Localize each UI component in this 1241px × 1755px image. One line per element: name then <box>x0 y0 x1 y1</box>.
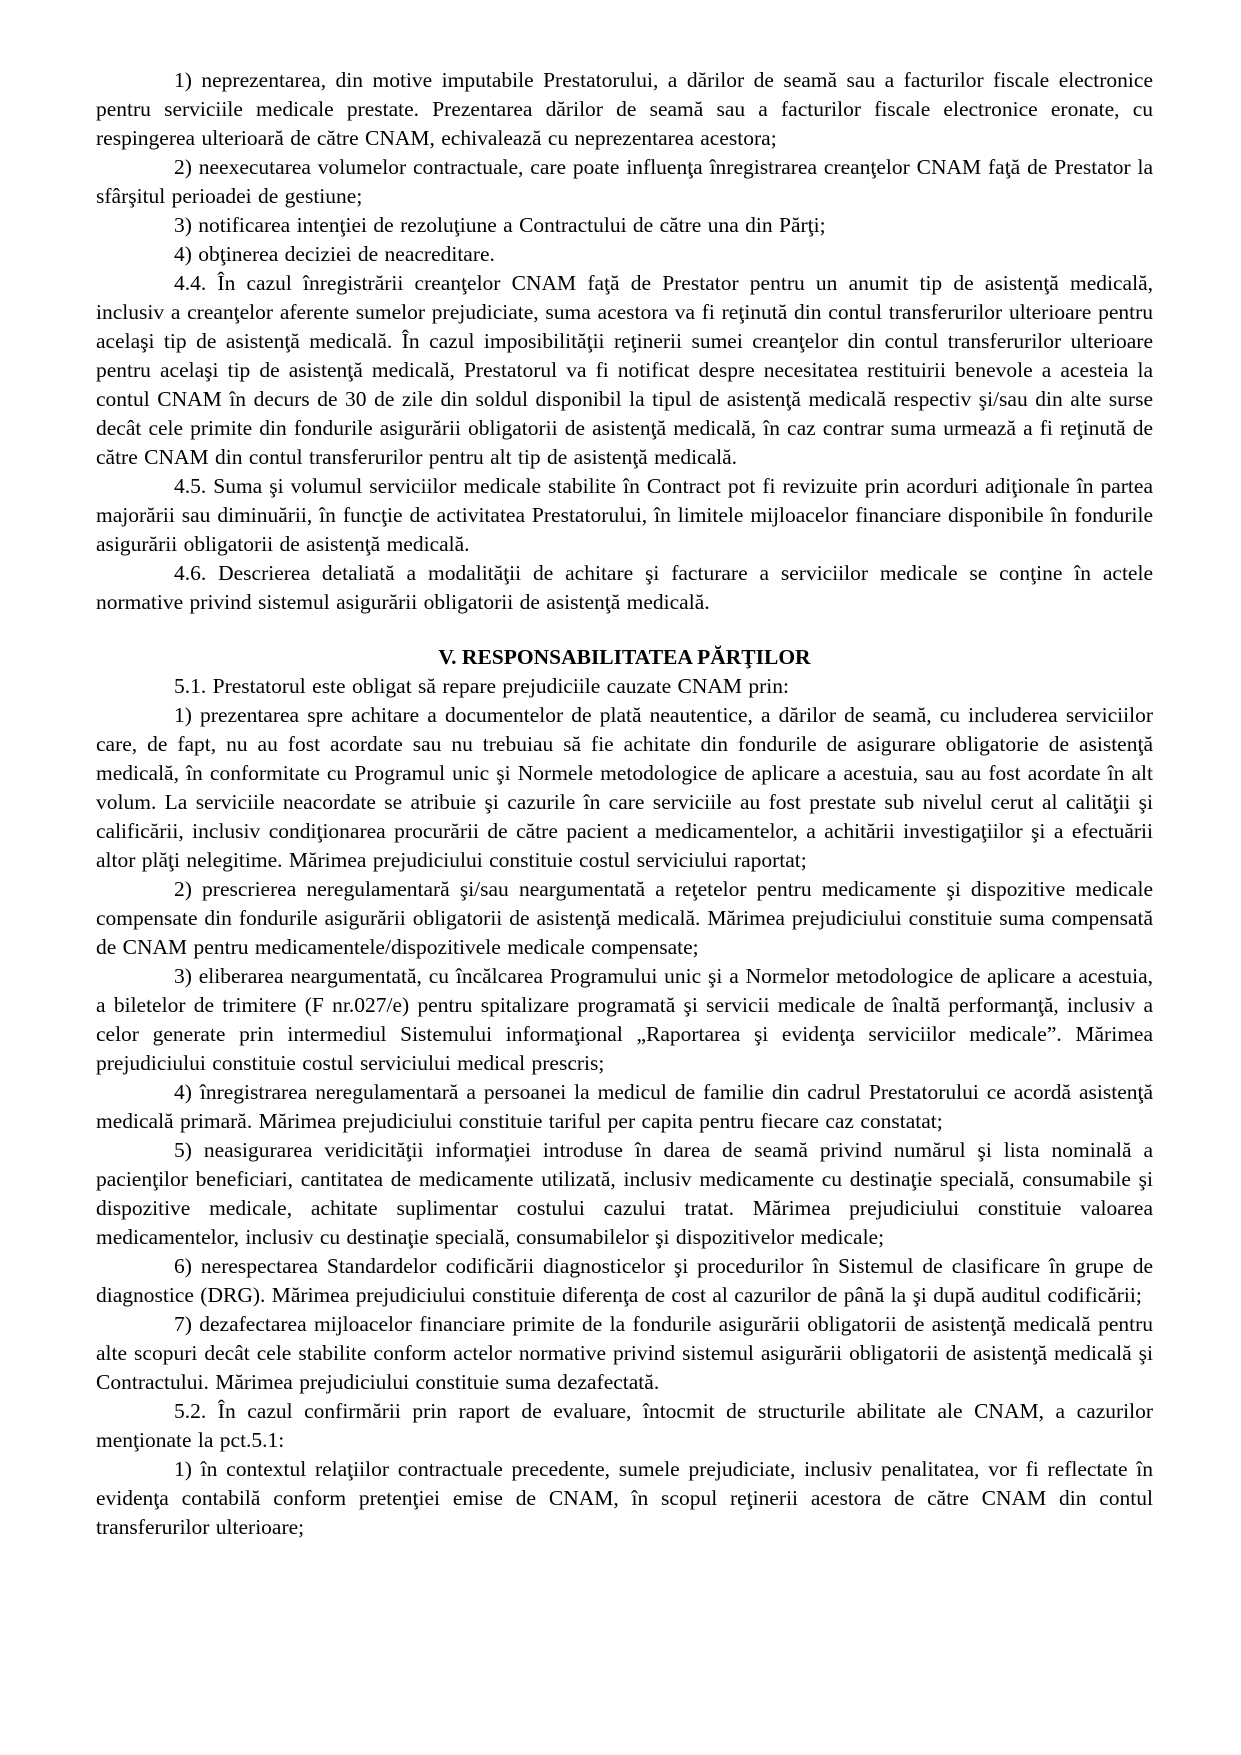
clause-5-1-pct-6: 6) nerespectarea Standardelor codificării diagnosticelor şi procedurilor în Sistemul de clasificare în grupe de diagnostice (DRG). Mărimea prejudiciului constituie diferenţa de cost al cazurilor de până la şi după auditul codificării; <box>96 1254 1153 1307</box>
clause-neexecutarea: 2) neexecutarea volumelor contractuale, care poate influenţa înregistrarea creanţelor CNAM faţă de Prestator la sfârşitul perioadei de gestiune; <box>96 155 1153 208</box>
clause-neprezentarea: 1) neprezentarea, din motive imputabile Prestatorului, a dărilor de seamă sau a facturilor fiscale electronice pentru serviciile medicale prestate. Prezentarea dărilor de seamă sau a facturilor fiscale electronice eronate, cu respingerea ulterioară de către CNAM, echivalează cu neprezentarea acestora; <box>96 68 1153 150</box>
clause-5-1-pct-4: 4) înregistrarea neregulamentară a persoanei la medicul de familie din cadrul Prestatorului ce acordă asistenţă medicală primară. Mărimea prejudiciului constituie tariful per capita pentru fiecare caz constatat; <box>96 1080 1153 1133</box>
clause-5-1-pct-5: 5) neasigurarea veridicităţii informaţiei introduse în darea de seamă privind numărul şi lista nominală a pacienţilor beneficiari, cantitatea de medicamente utilizată, inclusiv medicamente cu destinaţie specială, consumabile şi dispozitive medicale, achitate suplimentar costului cazului tratat. Mărimea prejudiciului constituie valoarea medicamentelor, inclusiv cu destinaţie specială, consumabilelor şi dispozitivelor medicale; <box>96 1138 1153 1249</box>
clause-notificarea: 3) notificarea intenţiei de rezoluţiune a Contractului de către una din Părţi; <box>174 213 826 237</box>
clause-5-2-pct-1: 1) în contextul relaţiilor contractuale precedente, sumele prejudiciate, inclusiv penalitatea, vor fi reflectate în evidenţa contabilă conform pretenţiei emise de CNAM, în scopul reţinerii acestora de către CNAM din contul transferurilor ulterioare; <box>96 1457 1153 1539</box>
section-heading-responsabilitatea-partilor: V. RESPONSABILITATEA PĂRŢILOR <box>438 645 811 669</box>
clause-5-2: 5.2. În cazul confirmării prin raport de evaluare, întocmit de structurile abilitate ale CNAM, a cazurilor menţionate la pct.5.1: <box>96 1399 1153 1452</box>
clause-5-1-pct-1: 1) prezentarea spre achitare a documentelor de plată neautentice, a dărilor de seamă, cu includerea serviciilor care, de fapt, nu au fost acordate sau nu trebuiau să fie achitate din fondurile de asigurare obligatorie de asistenţă medicală, în conformitate cu Programul unic şi Normele metodologice de aplicare a acestuia, sau au fost acordate în alt volum. La serviciile neacordate se atribuie şi cazurile în care serviciile au fost prestate sub nivelul cerut al calităţii şi calificării, inclusiv condiţionarea procurării de către pacient a medicamentelor, a achitării investigaţiilor şi a efectuării altor plăţi nelegitime. Mărimea prejudiciului constituie costul serviciului raportat; <box>96 703 1153 872</box>
clause-4-5: 4.5. Suma şi volumul serviciilor medicale stabilite în Contract pot fi revizuite prin acorduri adiţionale în partea majorării sau diminuării, în funcţie de activitatea Prestatorului, în limitele mijloacelor financiare disponibile în fondurile asigurării obligatorii de asistenţă medicală. <box>96 474 1153 556</box>
clause-5-1-pct-7: 7) dezafectarea mijloacelor financiare primite de la fondurile asigurării obligatorii de asistenţă medicală pentru alte scopuri decât cele stabilite conform actelor normative privind sistemul asigurării obligatorii de asistenţă medicală şi Contractului. Mărimea prejudiciului constituie suma dezafectată. <box>96 1312 1153 1394</box>
clause-4-6: 4.6. Descrierea detaliată a modalităţii de achitare şi facturare a serviciilor medicale se conţine în actele normative privind sistemul asigurării obligatorii de asistenţă medicală. <box>96 561 1153 614</box>
clause-obtinerea: 4) obţinerea deciziei de neacreditare. <box>174 242 495 266</box>
clause-5-1-pct-3: 3) eliberarea neargumentată, cu încălcarea Programului unic şi a Normelor metodologice de aplicare a acestuia, a biletelor de trimitere (F nr.027/e) pentru spitalizare programată şi servicii medicale de înaltă performanţă, inclusiv a celor generate prin intermediul Sistemului informaţional „Raportarea şi evidenţa serviciilor medicale”. Mărimea prejudiciului constituie costul serviciului medical prescris; <box>96 964 1153 1075</box>
clause-5-1-pct-2: 2) prescrierea neregulamentară şi/sau neargumentată a reţetelor pentru medicamente şi dispozitive medicale compensate din fondurile asigurării obligatorii de asistenţă medicală. Mărimea prejudiciului constituie suma compensată de CNAM pentru medicamentele/dispozitivele medicale compensate; <box>96 877 1153 959</box>
clause-4-4: 4.4. În cazul înregistrării creanţelor CNAM faţă de Prestator pentru un anumit tip de asistenţă medicală, inclusiv a creanţelor aferente sumelor prejudiciate, suma acestora va fi reţinută din contul transferurilor ulterioare pentru acelaşi tip de asistenţă medicală. În cazul imposibilităţii reţinerii sumei creanţelor din contul transferurilor ulterioare pentru acelaşi tip de asistenţă medicală, Prestatorul va fi notificat despre necesitatea restituirii benevole a acesteia la contul CNAM în decurs de 30 de zile din soldul disponibil la tipul de asistenţă medicală respectiv şi/sau din alte surse decât cele primite din fondurile asigurării obligatorii de asistenţă medicală, în caz contrar suma urmează a fi reţinută de către CNAM din contul transferurilor pentru alt tip de asistenţă medicală. <box>96 271 1153 469</box>
clause-5-1: 5.1. Prestatorul este obligat să repare prejudiciile cauzate CNAM prin: <box>174 674 789 698</box>
